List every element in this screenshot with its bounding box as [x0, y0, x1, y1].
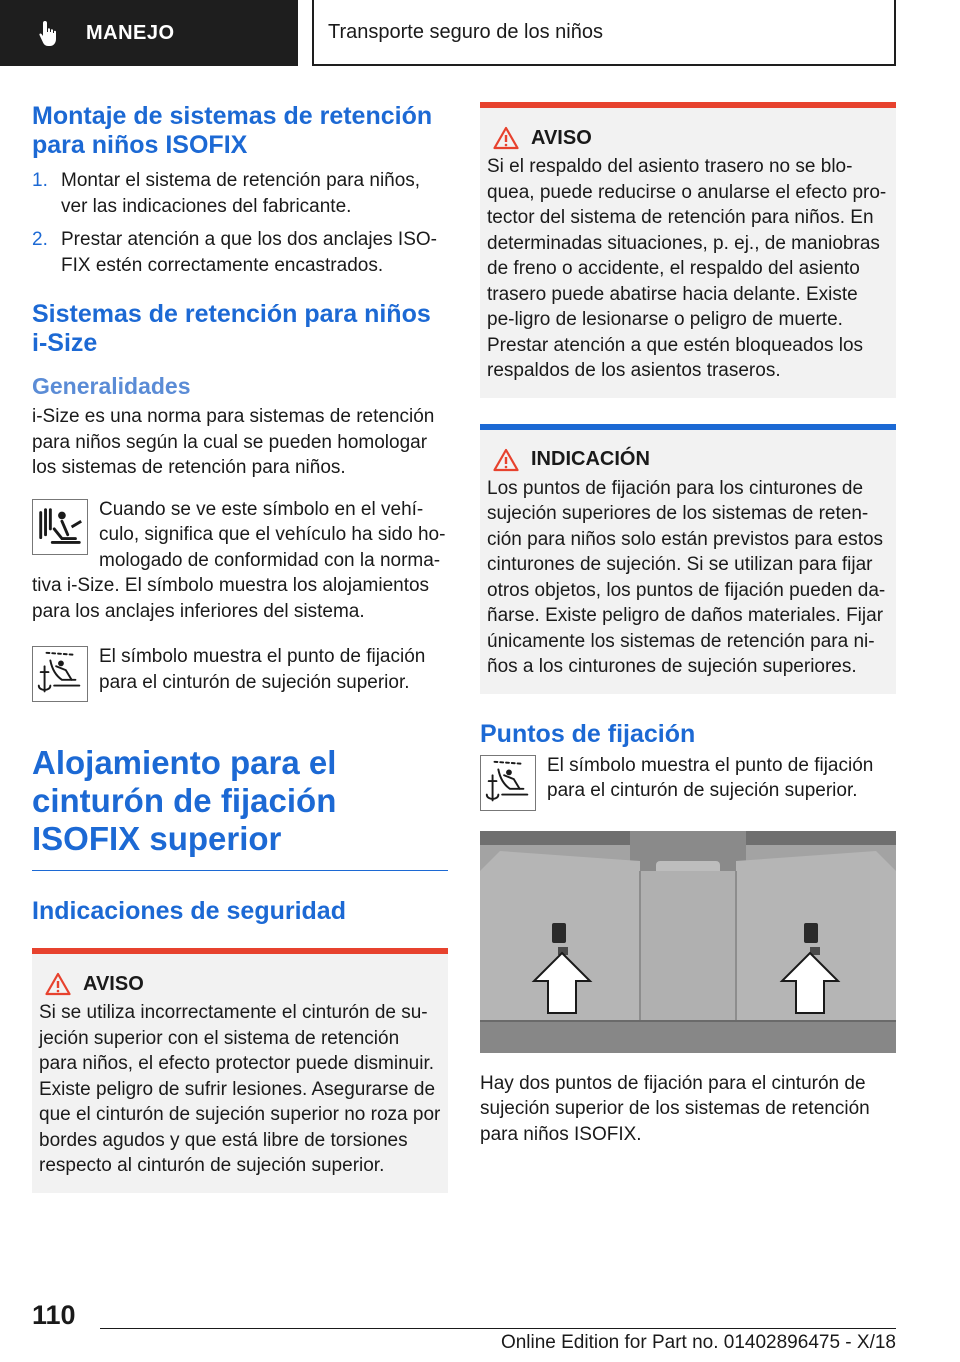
- section-tab: [0, 0, 298, 66]
- chapter-title: Transporte seguro de los niños: [312, 0, 896, 66]
- note-text: Los puntos de fijación para los cinturones de sujeción superiores de los sistemas de reten‐ción para niños solo están previstos para estos cinturones de sujeción. Si se utilizan para fijar otros objetos, los puntos de fijación pueden da‐ñarse. Existe peligro de daños materiales. Fijar únicamente los sistemas de retención para ni‐ños a los cinturones de sujeción superiores.: [487, 477, 886, 677]
- points-symbol-row: [480, 753, 896, 811]
- hand-pointer-icon: [36, 18, 66, 48]
- isize-child-seat-icon: [32, 499, 88, 555]
- warning-triangle-icon: [493, 126, 519, 150]
- step-list: [32, 168, 448, 278]
- edition-text: Online Edition for Part no. 01402896475 - X/18: [500, 1332, 896, 1353]
- isize-symbol-text: Cuando se ve este símbolo en el vehí‐culo, significa que el vehículo ha sido ho‐mologado de conformidad con la norma‐tiva i-Size. El símbolo muestra los alojamientos para los anclajes inferiores del sistema.: [32, 498, 446, 622]
- warning-text: Si el respaldo del asiento trasero no se blo‐quea, puede reducirse o anularse el efecto pro‐tector del sistema de retención para niños. En determinadas situaciones, p. ej., de maniobras de freno o accidente, el respaldo del asiento trasero puede abatirse hacia delante. Existe pe‐ligro de lesionarse o peligro de muerte. Prestar atención a que estén bloqueados los respaldos de los asientos traseros.: [487, 156, 887, 381]
- footer-divider: [100, 1328, 896, 1329]
- step-text: Prestar atención a que los dos anclajes ISO‐FIX estén correctamente encastrados.: [61, 229, 437, 276]
- warning-header: [487, 126, 889, 150]
- step-item: [32, 168, 448, 219]
- general-text: i-Size es una norma para sistemas de retención para niños según la cual se pueden homologar los sistemas de retención para niños.: [32, 406, 435, 478]
- page-footer: [32, 1296, 896, 1352]
- warning-box: [480, 102, 896, 398]
- warning-header: [39, 972, 441, 996]
- step-number: 2.: [32, 229, 48, 250]
- note-label: INDICACIÓN: [531, 448, 650, 470]
- left-column: [32, 102, 448, 1193]
- tether-anchor-icon: [480, 755, 536, 811]
- photo-caption: Hay dos puntos de fijación para el cinturón de sujeción superior de los sistemas de retención para niños ISOFIX.: [480, 1072, 870, 1145]
- isofix-heading: Montaje de sistemas de retención para niños ISOFIX: [32, 102, 433, 159]
- note-header: [487, 448, 889, 472]
- warning-box: [32, 948, 448, 1193]
- section-label: MANEJO: [86, 21, 175, 44]
- step-item: [32, 227, 448, 278]
- points-heading: Puntos de fijación: [480, 719, 696, 748]
- anchor-points-photo: [480, 831, 896, 1053]
- alojamiento-heading: Alojamiento para el cinturón de fijación ISOFIX superior: [32, 744, 337, 857]
- step-number: 1.: [32, 170, 48, 191]
- right-column: [480, 102, 896, 1147]
- warning-label: AVISO: [531, 126, 592, 149]
- page-number: 110: [32, 1300, 76, 1330]
- isize-symbol-row: [32, 497, 448, 625]
- note-box: [480, 424, 896, 694]
- warning-label: AVISO: [83, 972, 144, 995]
- page-header: [0, 0, 960, 66]
- step-text: Montar el sistema de retención para niños, ver las indicaciones del fabricante.: [61, 170, 421, 217]
- safety-heading: Indicaciones de seguridad: [32, 897, 346, 925]
- points-symbol-text: El símbolo muestra el punto de fijación para el cinturón de sujeción superior.: [547, 754, 874, 801]
- tether-anchor-icon: [32, 646, 88, 702]
- general-heading: Generalidades: [32, 373, 191, 399]
- warning-triangle-icon: [45, 972, 71, 996]
- isize-heading: Sistemas de retención para niños i-Size: [32, 300, 431, 357]
- warning-triangle-icon: [493, 448, 519, 472]
- heading-divider: [32, 870, 448, 871]
- tether-symbol-row: [32, 644, 448, 702]
- tether-symbol-text: El símbolo muestra el punto de fijación para el cinturón de sujeción superior.: [99, 646, 426, 693]
- warning-text: Si se utiliza incorrectamente el cinturón de su‐jeción superior con el sistema de retención para niños, el efecto protector puede disminuir. Existe peligro de sufrir lesiones. Asegurarse de que el cinturón de sujeción superior no roza por bordes agudos y que está libre de torsiones respecto al cinturón de sujeción superior.: [39, 1002, 441, 1176]
